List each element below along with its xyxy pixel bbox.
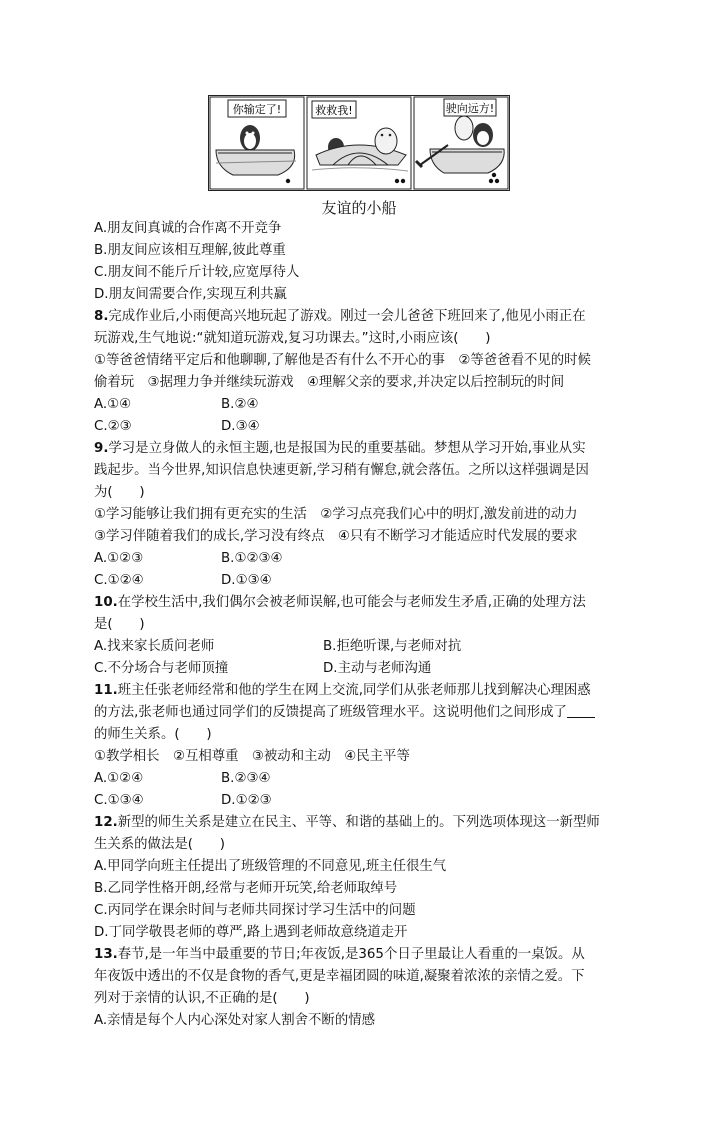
q13-stem-line-1: 13.春节,是一年当中最重要的节日;年夜饭,是365个日子里最让人看重的一桌饭。从: [94, 947, 585, 962]
q8-option-c[interactable]: C.②③: [94, 419, 132, 434]
question-list: [94, 218, 624, 1032]
q11-choices-line: ①教学相长 ②互相尊重 ③被动和主动 ④民主平等: [94, 749, 410, 764]
q12-option-c[interactable]: C.丙同学在课余时间与老师共同探讨学习生活中的问题: [94, 903, 416, 918]
q13-option-a[interactable]: A.亲情是每个人内心深处对家人割舍不断的情感: [94, 1013, 375, 1028]
dot-marker: [492, 173, 496, 177]
q10-option-d[interactable]: D.主动与老师沟通: [323, 661, 432, 676]
q9-option-b[interactable]: B.①②③④: [221, 551, 283, 566]
q8-options-row-1: [94, 394, 624, 416]
bubble-text-1: 你输定了!: [232, 103, 282, 116]
q8-number: 8.: [94, 309, 109, 324]
q9-option-c[interactable]: C.①②④: [94, 573, 144, 588]
q8-stem-line-1: 8.完成作业后,小雨便高兴地玩起了游戏。刚过一会儿爸爸下班回来了,他见小雨正在: [94, 309, 586, 324]
q12-option-b[interactable]: B.乙同学性格开朗,经常与老师开玩笑,给老师取绰号: [94, 881, 398, 896]
bubble-text-3: 驶向远方!: [445, 102, 495, 115]
q10-option-c[interactable]: C.不分场合与老师顶撞: [94, 661, 229, 676]
q8-options-row-2: [94, 416, 624, 438]
q12-stem-line-1: 12.新型的师生关系是建立在民主、平等、和谐的基础上的。下列选项体现这一新型师: [94, 815, 600, 830]
dot-marker: [401, 179, 405, 183]
q11-stem-line-3: 的师生关系。( ): [94, 727, 212, 742]
q11-option-a[interactable]: A.①②④: [94, 771, 144, 786]
q8-option-b[interactable]: B.②④: [221, 397, 259, 412]
q10-number: 10.: [94, 595, 118, 610]
q13-number: 13.: [94, 947, 118, 962]
bubble-text-2: 救救我!: [315, 104, 353, 117]
q8-stem-line-2: 玩游戏,生气地说:“就知道玩游戏,复习功课去。”这时,小雨应该( ): [94, 331, 491, 346]
q9-stem-line-3: 为( ): [94, 485, 145, 500]
q11-option-b[interactable]: B.②③④: [221, 771, 271, 786]
comic-panel-3: [414, 97, 508, 189]
q8-option-a[interactable]: A.①④: [94, 397, 132, 412]
q7-option-d[interactable]: D.朋友间需要合作,实现互利共赢: [94, 287, 287, 302]
q10-options-row-1: [94, 636, 624, 658]
q9-options-row-2: [94, 570, 624, 592]
q12-option-a[interactable]: A.甲同学向班主任提出了班级管理的不同意见,班主任很生气: [94, 859, 447, 874]
q8-stem-line-3: ①等爸爸情绪平定后和他聊聊,了解他是否有什么不开心的事 ②等爸爸看不见的时候: [94, 353, 591, 368]
q8-option-d[interactable]: D.③④: [221, 419, 260, 434]
q9-stem-line-5: ③学习伴随着我们的成长,学习没有终点 ④只有不断学习才能适应时代发展的要求: [94, 529, 578, 544]
q7-option-c[interactable]: C.朋友间不能斤斤计较,应宽厚待人: [94, 265, 300, 280]
comic-panel-2: [307, 97, 411, 189]
q9-option-d[interactable]: D.①③④: [221, 573, 272, 588]
dot-marker: [489, 179, 493, 183]
q10-stem-line-1: 10.在学校生活中,我们偶尔会被老师误解,也可能会与老师发生矛盾,正确的处理方法: [94, 595, 586, 610]
comic-panel-1: [210, 97, 304, 189]
q12-number: 12.: [94, 815, 118, 830]
comic-caption: 友谊的小船: [321, 199, 397, 217]
q11-number: 11.: [94, 683, 118, 698]
q12-option-d[interactable]: D.丁同学敬畏老师的尊严,路上遇到老师故意绕道走开: [94, 925, 408, 940]
comic-strip: [208, 95, 510, 191]
q9-stem-line-2: 践起步。当今世界,知识信息快速更新,学习稍有懈怠,就会落伍。之所以这样强调是因: [94, 463, 589, 478]
q10-options-row-2: [94, 658, 624, 680]
q8-stem-line-4: 偷着玩 ③据理力争并继续玩游戏 ④理解父亲的要求,并决定以后控制玩的时间: [94, 375, 565, 390]
q9-options-row-1: [94, 548, 624, 570]
q10-option-a[interactable]: A.找来家长质问老师: [94, 639, 215, 654]
q11-option-d[interactable]: D.①②③: [221, 793, 272, 808]
q10-option-b[interactable]: B.拒绝听课,与老师对抗: [323, 639, 462, 654]
q13-stem-line-2: 年夜饭中透出的不仅是食物的香气,更是幸福团圆的味道,凝聚着浓浓的亲情之爱。下: [94, 969, 585, 984]
q12-stem-line-2: 生关系的做法是( ): [94, 837, 225, 852]
q10-stem-line-2: 是( ): [94, 617, 145, 632]
q7-option-b[interactable]: B.朋友间应该相互理解,彼此尊重: [94, 243, 286, 258]
q11-option-c[interactable]: C.①③④: [94, 793, 144, 808]
dot-marker: [495, 179, 499, 183]
q11-options-row-2: [94, 790, 624, 812]
q11-stem-line-1: 11.班主任张老师经常和他的学生在网上交流,同学们从张老师那儿找到解决心理困惑: [94, 683, 591, 698]
dot-marker: [286, 179, 290, 183]
q9-stem-line-1: 9.学习是立身做人的永恒主题,也是报国为民的重要基础。梦想从学习开始,事业从实: [94, 441, 586, 456]
q7-option-a[interactable]: A.朋友间真诚的合作离不开竞争: [94, 221, 282, 236]
q11-options-row-1: [94, 768, 624, 790]
q13-stem-line-3: 列对于亲情的认识,不正确的是( ): [94, 991, 310, 1006]
dot-marker: [395, 179, 399, 183]
q9-option-a[interactable]: A.①②③: [94, 551, 144, 566]
answer-blank[interactable]: [567, 703, 595, 718]
q9-stem-line-4: ①学习能够让我们拥有更充实的生活 ②学习点亮我们心中的明灯,激发前进的动力: [94, 507, 578, 522]
q9-number: 9.: [94, 441, 109, 456]
q11-stem-line-2: 的方法,张老师也通过同学们的反馈提高了班级管理水平。这说明他们之间形成了: [94, 702, 624, 724]
